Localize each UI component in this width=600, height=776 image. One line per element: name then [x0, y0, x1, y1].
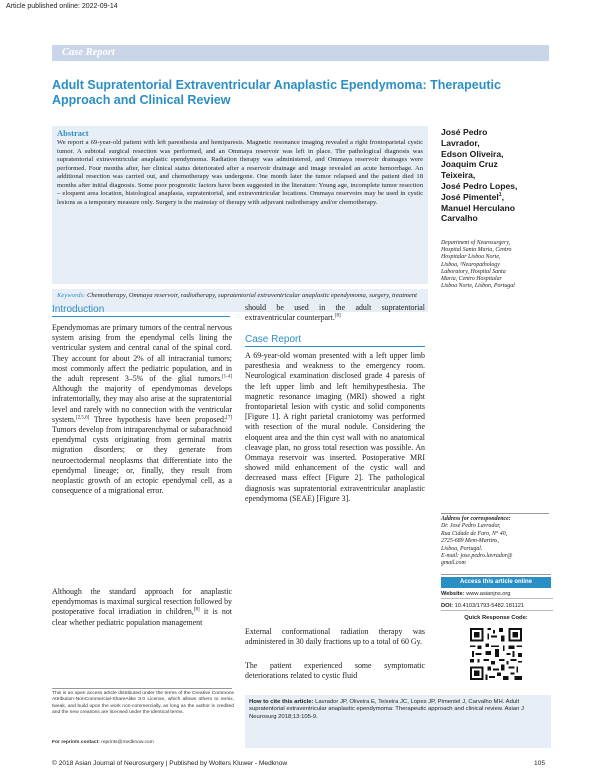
author-line: Teixeira, [441, 170, 476, 181]
correspondence-heading: Address for correspondence: [441, 516, 511, 522]
case-report-paragraph-2: External conformational radiation therapy was administered in 30 daily fractions up to a total of 60 Gy. [245, 627, 425, 647]
abstract-heading: Abstract [57, 128, 89, 138]
section-divider [52, 316, 230, 317]
email-line[interactable]: E-mail: jose.pedro.lavrador@ [441, 553, 513, 560]
case-report-heading: Case Report [245, 334, 302, 345]
citation-text: How to cite this article: Lavrador JP, Oliveira E, Teixeira JC, Lopes JP, Pimentel J, Carvalho MH. Adult supratentorial extraventricular anaplastic ependymoma: Therapeutic approach and clinical review. Asian J Neurosurg 2018;13:105-9. [249, 699, 524, 720]
license-note: This is an open access article distributed under the terms of the Creative Commons Attribution-NonCommercial-ShareAlike 3.0 License, which allows others to remix, tweak, and build upon the work non-commercially, as long as the author is credited and the new creations are licensed under the identical terms. [52, 691, 234, 716]
page-number: 105 [534, 760, 546, 767]
case-report-paragraph-3: The patient experienced some symptomatic deteriorations related to cystic fluid [245, 661, 425, 681]
abstract-text: We report a 69-year-old patient with left paresthesia and hemiparesis. Magnetic resonance imaging revealed a right frontoparietal cystic tumor. A subtotal surgical resection was performed, and an Ommaya reservoir was left in place. The pathological diagnosis was supratentorial extraventricular anaplastic ependymoma. Radiation therapy was administered, and Ommaya reservoir drainages were performed. Four months after, her clinical status deteriorated after a reservoir drainage and image revealed an acute hemorrhage. An additional resection was carried out, and chemotherapy was undergone. One month later the tumor relapsed and the patient died 18 months after initial diagnosis. Some poor prognostic factors have been suggested in the literature: Young age, incomplete tumor resection – eloquent area location, histological anaplasia, supratentorial, and extraventricular locations. Ommaya reservoirs may be used in cystic lesions as a temporary measure only. Surgery is the mainstay of therapy with adjuvant radiotherapy and/or chemotherapy. [57, 139, 423, 206]
article-type-label: Case Report [62, 47, 115, 58]
author-line: José Pimentel$^1$, [441, 191, 504, 202]
reprints-contact: For reprints contact: reprints@medknow.com [52, 740, 154, 745]
author-line: Edson Oliveira, [441, 148, 504, 159]
introduction-paragraph-1: Ependymomas are primary tumors of the central nervous system arising from the ependymal cells lining the ventricular system and central canal of the spinal cord. They account for about 2% of all intracranial tumors; most commonly affect the pediatric population, and in the adult represent 3–5% of the glial tumors.[1-4] Although the majority of ependymomas develops infratentorially, they may also arise at the supratentorial level and rarely with no connection with the ventricular system.[2,5,6] Three hypothesis have been proposed:[7] Tumors develop from intraparenchymal or subarachnoid ependymal cysts originating from germinal matrix migration disorders; or they generate from neuroectodermal neoplasms that differentiate into the ependymal lineage; or, finally, they result from neoplastic growth of an ectopic ependymal cell, as a consequence of a migrational error. [52, 323, 232, 496]
author-line: José Pedro Lopes, [441, 180, 518, 191]
article-title: Adult Supratentorial Extraventricular Anaplastic Ependymoma: Therapeutic Approach and Clinical Review [52, 78, 501, 107]
introduction-paragraph-2: Although the standard approach for anaplastic ependymomas is maximal surgical resection followed by postoperative focal irradiation in children,[8] it is not clear whether pediatric population management [52, 587, 232, 627]
keywords-list: Chemotherapy, Ommaya reservoir, radiotherapy, supratentorial extraventricular anaplastic ependymoma, surgery, treatment [86, 292, 417, 299]
author-line: Joaquim Cruz [441, 159, 498, 170]
correspondence-address: Address for correspondence: Dr. José Pedro Lavrador, Rua Cidade de Faro, N° 40, 2725-689 Mem-Martins, Lisboa, Portugal. E-mail: jose.pedro.lavrador@ gmail.com [441, 516, 551, 568]
qr-code-icon[interactable] [468, 626, 524, 682]
citation-ref[interactable]: [2,5,6] [75, 415, 90, 421]
case-report-paragraph-1: A 69-year-old woman presented with a left upper limb paresthesia and weakness to the emergency room. Neurological examination disclosed grade 4 paresis of the left upper limb and left hemihypesthesia. The magnetic resonance imaging (MRI) showed a right frontoparietal lesion with cystic and solid components [Figure 1]. A right parietal craniotomy was performed with resection of the mural nodule. Considering the eloquent area and the thin cyst wall with no anatomical cleavage plan, no gross total resection was possible. An Ommaya reservoir was inserted. Postoperative MRI showed mild enhancement of the cystic wall and decreased mass effect [Figure 2]. The pathological diagnosis was supratentorial extraventricular anaplastic ependymoma (SEAE) [Figure 3]. [245, 351, 425, 503]
citation-label: How to cite this article: [249, 699, 314, 705]
citation-ref[interactable]: [1-4] [222, 374, 232, 380]
doi-link[interactable]: 10.4103/1793-5482.181121 [454, 603, 525, 609]
citation-ref[interactable]: [8] [334, 313, 341, 319]
article-type-bar [52, 45, 549, 61]
email-line[interactable]: gmail.com [441, 560, 466, 567]
author-list [441, 127, 561, 224]
website-row: Website: www.asianjns.org [441, 591, 553, 599]
introduction-heading: Introduction [52, 304, 105, 315]
reprints-email[interactable]: reprints@medknow.com [101, 740, 154, 745]
author-line: Lavrador, [441, 137, 480, 148]
doi-row: DOI: 10.4103/1793-5482.181121 [441, 603, 553, 611]
introduction-continuation: should be used in the adult supratentorial extraventricular counterpart.[8] [245, 303, 425, 323]
author-line: Manuel Herculano [441, 202, 516, 213]
section-divider [245, 346, 425, 347]
affiliation-marker: 1 [498, 191, 502, 198]
author-line: Carvalho [441, 213, 478, 224]
website-link[interactable]: www.asianjns.org [466, 591, 511, 597]
sidebar-divider [441, 574, 551, 575]
access-online-heading: Access this article online [441, 577, 551, 588]
keywords-label: Keywords: [57, 292, 86, 299]
citation-ref[interactable]: [8] [193, 607, 200, 613]
qr-code-label: Quick Response Code: [464, 615, 528, 621]
affiliation: Department of Neurosurgery, Hospital Santa Maria, Centro Hospitalar Lisboa Norte, Lisboa, ¹Neuropathology Laboratory, Hospital Santa Maria, Centro Hospitalar Lisboa Norte, Lisbon, Portugal [441, 240, 515, 290]
journal-footer: © 2018 Asian Journal of Neurosurgery | Published by Wolters Kluwer - Medknow [52, 760, 288, 767]
published-date-line: Article published online: 2022-09-14 [6, 3, 118, 10]
sidebar-divider [441, 513, 549, 514]
footnote-divider [52, 688, 232, 689]
author-line: José Pedro [441, 127, 488, 137]
citation-ref[interactable]: [7] [226, 415, 232, 421]
keywords [57, 291, 423, 300]
